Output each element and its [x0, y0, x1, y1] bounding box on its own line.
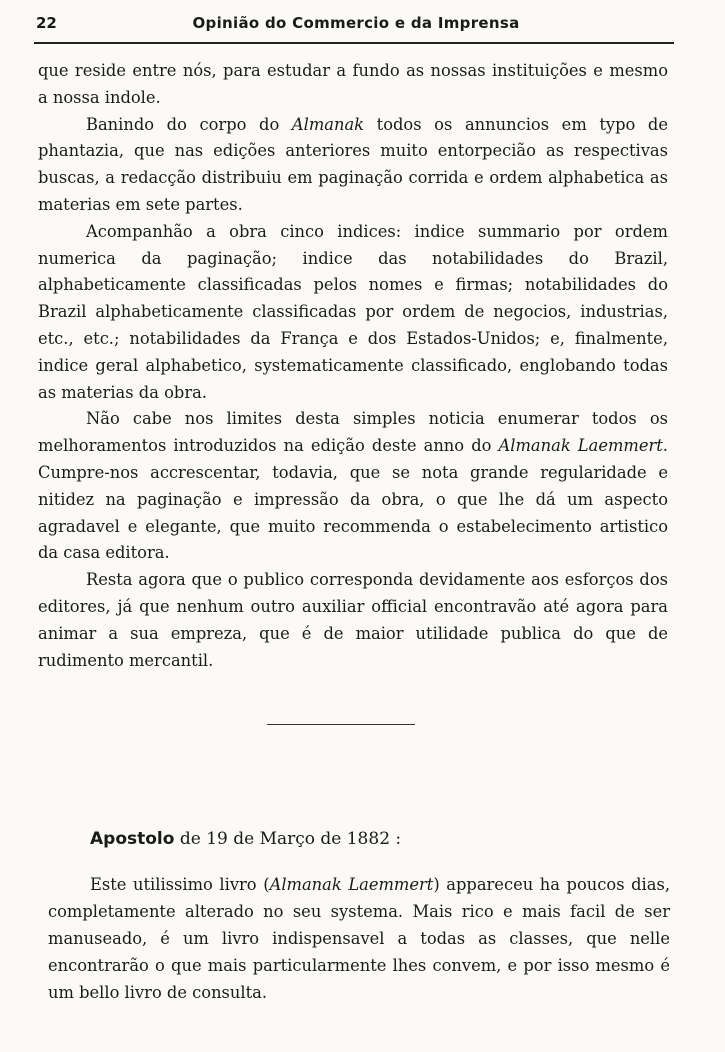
header-rule	[34, 42, 674, 44]
page-header	[36, 14, 676, 40]
quote-source: Apostolo	[90, 829, 175, 849]
paragraph-5	[38, 567, 668, 674]
paragraph-4	[38, 406, 668, 567]
body-text	[38, 58, 668, 674]
text-run: Não cabe nos limites desta simples noticia enumerar todos os melhoramentos introduzidos na edição deste anno do	[38, 409, 668, 456]
text-run: que reside entre nós, para estudar a fundo as nossas instituições e mesmo a nossa indole.	[38, 61, 668, 107]
paragraph-2	[38, 112, 668, 219]
paragraph-3	[38, 219, 668, 407]
quote-block	[48, 826, 670, 1006]
quote-paragraph	[48, 871, 670, 1006]
quote-heading	[90, 826, 670, 853]
running-title: Opinião do Commercio e da Imprensa	[192, 14, 520, 32]
quote-date: de 19 de Março de 1882 :	[174, 829, 402, 849]
text-run: ) appareceu ha poucos dias, completamente alterado no seu systema. Mais rico e mais facil de ser manuseado, é um livro indispensavel a todas as classes, que nelle encontrarão o que mais particularmente lhes convem, e por isso mesmo é um bello livro de consulta.	[48, 875, 671, 1002]
page-number: 22	[36, 14, 57, 32]
italic-text: Almanak Laemmert	[498, 436, 663, 456]
text-run: Este utilissimo livro (	[90, 875, 270, 894]
section-divider	[267, 724, 415, 725]
text-run: Resta agora que o publico corresponda devidamente aos esforços dos editores, já que nenhum outro auxiliar official encontravão até agora para animar a sua empreza, que é de maior utilidade publica do que de rudimento mercantil.	[38, 570, 668, 670]
text-run: Banindo do corpo do	[86, 114, 292, 134]
text-run: Acompanhão a obra cinco indices: indice summario por ordem numerica da paginação; indice das notabilidades do Brazil, alphabeticamente classificadas pelos nomes e firmas; notabilidades do Brazil alphabeticamente classificadas por ordem de negocios, industrias, etc., etc.; notabilidades da França e dos Estados-Unidos; e, finalmente, indice geral alphabetico, systematicamente classificado, englobando todas as materias da obra.	[38, 221, 668, 402]
text-run: . Cumpre-nos accrescentar, todavia, que se nota grande regularidade e nitidez na paginação e impressão da obra, o que lhe dá um aspecto agradavel e elegante, que muito recommenda o estabelecimento artistico da casa editora.	[38, 436, 668, 563]
italic-text: Almanak Laemmert	[269, 875, 434, 894]
paragraph-1	[38, 58, 668, 112]
text-run: todos os annuncios em typo de phantazia, que nas edições anteriores muito entorpecião as respectivas buscas, a redacção distribuiu em paginação corrida e ordem alphabetica as materias em sete partes.	[38, 114, 668, 214]
italic-text: Almanak	[291, 114, 365, 134]
